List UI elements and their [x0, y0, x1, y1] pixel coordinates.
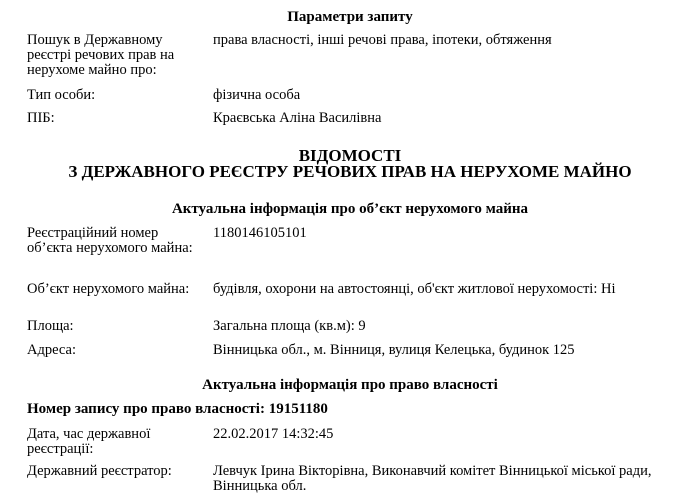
- property-object-label: Об’єкт нерухомого майна:: [27, 281, 190, 297]
- ownership-section-heading: Актуальна інформація про право власності: [202, 377, 498, 393]
- property-area-label: Площа:: [27, 318, 74, 334]
- ownership-record-number: Номер запису про право власності: 19151180: [27, 401, 328, 417]
- property-section-heading: Актуальна інформація про об’єкт нерухомого майна: [171, 201, 529, 217]
- ownership-reg-date-value: 22.02.2017 14:32:45: [213, 426, 334, 442]
- ownership-reg-date-label: Дата, час державної реєстрації:: [27, 426, 151, 457]
- property-address-value: Вінницька обл., м. Вінниця, вулиця Келецька, будинок 125: [213, 342, 575, 358]
- query-search-label: Пошук в Державному реєстрі речових прав на нерухоме майно про:: [27, 32, 175, 78]
- property-address-label: Адреса:: [27, 342, 76, 358]
- property-reg-number-value: 1180146105101: [213, 225, 307, 241]
- ownership-registrar-value: Левчук Ірина Вікторівна, Виконавчий комітет Вінницької міської ради, Вінницька обл.: [213, 463, 652, 494]
- query-person-type-value: фізична особа: [213, 87, 301, 103]
- document-title-line2: З ДЕРЖАВНОГО РЕЄСТРУ РЕЧОВИХ ПРАВ НА НЕРУХОМЕ МАЙНО: [68, 162, 632, 181]
- property-reg-number-label: Реєстраційний номер об’єкта нерухомого майна:: [27, 225, 193, 256]
- ownership-registrar-label: Державний реєстратор:: [27, 463, 172, 479]
- query-full-name-value: Краєвська Аліна Василівна: [213, 110, 382, 126]
- property-object-value: будівля, охорони на автостоянці, об'єкт житлової нерухомості: Ні: [213, 281, 616, 297]
- property-area-value: Загальна площа (кв.м): 9: [213, 318, 366, 334]
- document-title-line1: ВІДОМОСТІ: [298, 146, 402, 165]
- query-full-name-label: ПІБ:: [27, 110, 55, 126]
- query-parameters-heading: Параметри запиту: [287, 9, 413, 25]
- query-person-type-label: Тип особи:: [27, 87, 96, 103]
- query-search-value: права власності, інші речові права, іпотеки, обтяження: [213, 32, 552, 48]
